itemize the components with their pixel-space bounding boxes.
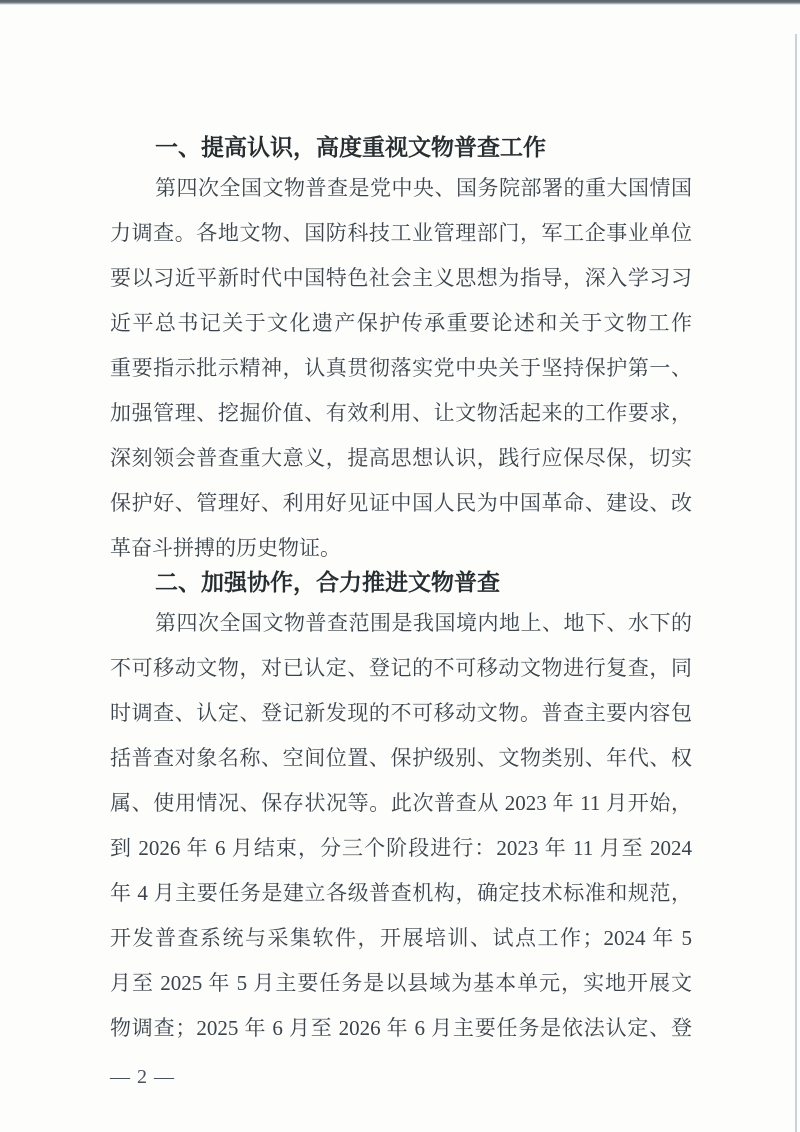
scan-edge-right-artifact [795, 34, 797, 1132]
section-heading-2: 二、加强协作，合力推进文物普查 [155, 569, 500, 595]
text-line: 到 2026 年 6 月结束，分三个阶段进行：2023 年 11 月至 2024 [110, 836, 692, 860]
scan-edge-top-artifact [0, 0, 800, 5]
section-heading-1: 一、提高认识，高度重视文物普查工作 [155, 134, 546, 160]
page-number: — 2 — [110, 1066, 175, 1088]
text-line: 第四次全国文物普查是党中央、国务院部署的重大国情国 [155, 176, 692, 200]
text-line: 年 4 月主要任务是建立各级普查机构，确定技术标准和规范， [110, 881, 692, 905]
text-line: 第四次全国文物普查范围是我国境内地上、地下、水下的 [155, 611, 692, 635]
text-line: 近平总书记关于文化遗产保护传承重要论述和关于文物工作 [110, 311, 692, 335]
text-line: 保护好、管理好、利用好见证中国人民为中国革命、建设、改 [110, 491, 692, 515]
text-line: 物调查；2025 年 6 月至 2026 年 6 月主要任务是依法认定、登 [110, 1016, 692, 1040]
text-line: 不可移动文物，对已认定、登记的不可移动文物进行复查，同 [110, 656, 692, 680]
paragraph-2 [110, 601, 692, 1051]
text-line: 深刻领会普查重大意义，提高思想认识，践行应保尽保，切实 [110, 446, 692, 470]
text-line: 加强管理、挖掘价值、有效利用、让文物活起来的工作要求， [110, 401, 692, 425]
text-line: 革奋斗拼搏的历史物证。 [110, 536, 341, 560]
text-line: 开发普查系统与采集软件，开展培训、试点工作；2024 年 5 [110, 926, 692, 950]
paragraph-1 [110, 166, 692, 571]
text-line: 括普查对象名称、空间位置、保护级别、文物类别、年代、权 [110, 746, 692, 770]
text-line: 力调查。各地文物、国防科技工业管理部门，军工企事业单位 [110, 221, 692, 245]
text-line: 属、使用情况、保存状况等。此次普查从 2023 年 11 月开始， [110, 791, 692, 815]
text-line: 要以习近平新时代中国特色社会主义思想为指导，深入学习习 [110, 266, 692, 290]
text-line: 时调查、认定、登记新发现的不可移动文物。普查主要内容包 [110, 701, 692, 725]
text-line: 重要指示批示精神，认真贯彻落实党中央关于坚持保护第一、 [110, 356, 692, 380]
text-line: 月至 2025 年 5 月主要任务是以县域为基本单元，实地开展文 [110, 971, 692, 995]
document-body [110, 128, 692, 1051]
